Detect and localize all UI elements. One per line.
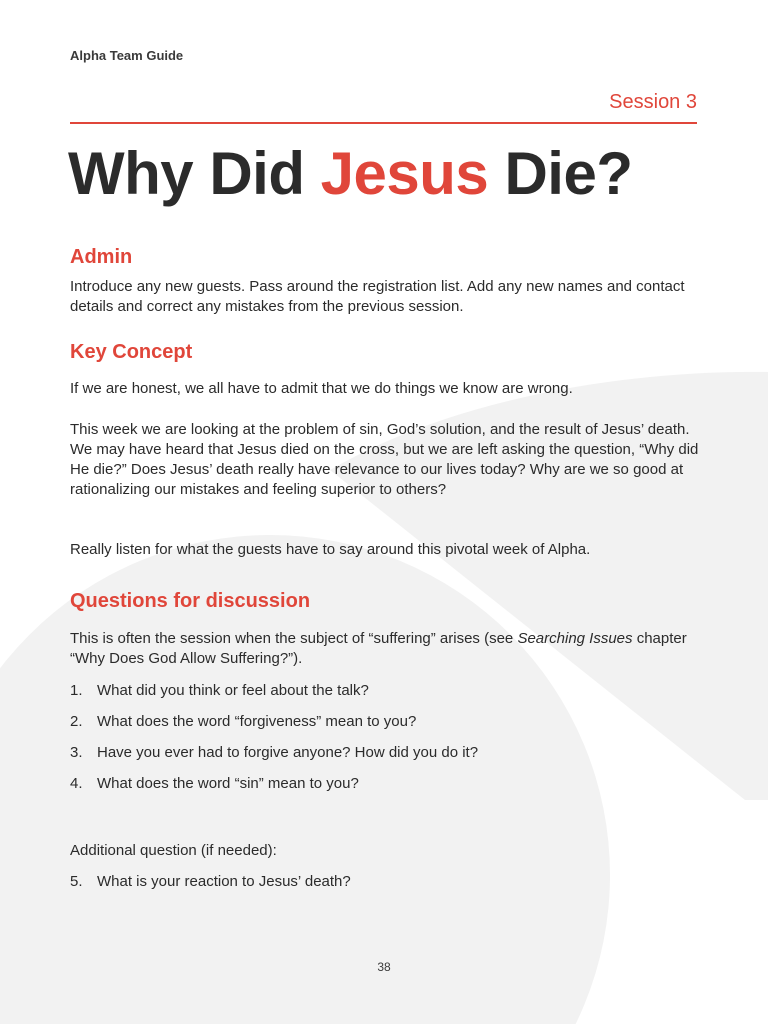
question-text: What is your reaction to Jesus’ death? bbox=[97, 873, 351, 890]
key-concept-paragraph-1: If we are honest, we all have to admit that we do things we know are wrong. bbox=[70, 380, 573, 397]
question-number: 2. bbox=[70, 713, 83, 730]
question-item bbox=[70, 681, 700, 701]
running-head: Alpha Team Guide bbox=[70, 48, 184, 63]
additional-question-list bbox=[70, 872, 700, 903]
additional-question-label: Additional question (if needed): bbox=[70, 842, 277, 859]
question-item bbox=[70, 872, 700, 892]
title-accent-word: Jesus bbox=[320, 140, 489, 207]
question-number: 1. bbox=[70, 682, 83, 699]
header-rule bbox=[70, 122, 697, 124]
key-concept-heading: Key Concept bbox=[70, 341, 193, 363]
question-text: What did you think or feel about the talk? bbox=[97, 682, 369, 699]
title-part-before: Why Did bbox=[68, 140, 321, 207]
admin-text: Introduce any new guests. Pass around the registration list. Add any new names and contact details and correct any mistakes from the previous session. bbox=[70, 278, 685, 315]
question-text: What does the word “forgiveness” mean to you? bbox=[97, 713, 417, 730]
question-item bbox=[70, 712, 700, 732]
admin-heading: Admin bbox=[70, 246, 133, 268]
discussion-intro bbox=[70, 629, 700, 669]
question-number: 3. bbox=[70, 744, 83, 761]
question-item bbox=[70, 774, 700, 794]
page-number: 38 bbox=[377, 960, 391, 974]
question-number: 4. bbox=[70, 775, 83, 792]
discussion-heading: Questions for discussion bbox=[70, 590, 311, 612]
discussion-intro-before: This is often the session when the subject of “suffering” arises (see bbox=[70, 630, 518, 647]
question-text: Have you ever had to forgive anyone? How did you do it? bbox=[97, 744, 479, 761]
title-part-after: Die? bbox=[488, 140, 633, 207]
discussion-intro-after: chapter “Why Does God Allow Suffering?”). bbox=[70, 630, 687, 667]
discussion-question-list bbox=[70, 681, 700, 805]
discussion-intro-book-title: Searching Issues bbox=[517, 630, 633, 647]
question-text: What does the word “sin” mean to you? bbox=[97, 775, 359, 792]
session-label: Session 3 bbox=[609, 91, 697, 113]
question-number: 5. bbox=[70, 873, 83, 890]
key-concept-paragraph-2: This week we are looking at the problem of sin, God’s solution, and the result of Jesus’ death. We may have heard that Jesus died on the cross, but we are left asking the question, “Why did He die?” Does Jesus’ death really have relevance to our lives today? Why are we so good at rationalizing our mistakes and feeling superior to others? bbox=[70, 421, 699, 498]
question-item bbox=[70, 743, 700, 763]
key-concept-paragraph-3: Really listen for what the guests have to say around this pivotal week of Alpha. bbox=[70, 541, 591, 558]
page-title bbox=[68, 139, 632, 208]
